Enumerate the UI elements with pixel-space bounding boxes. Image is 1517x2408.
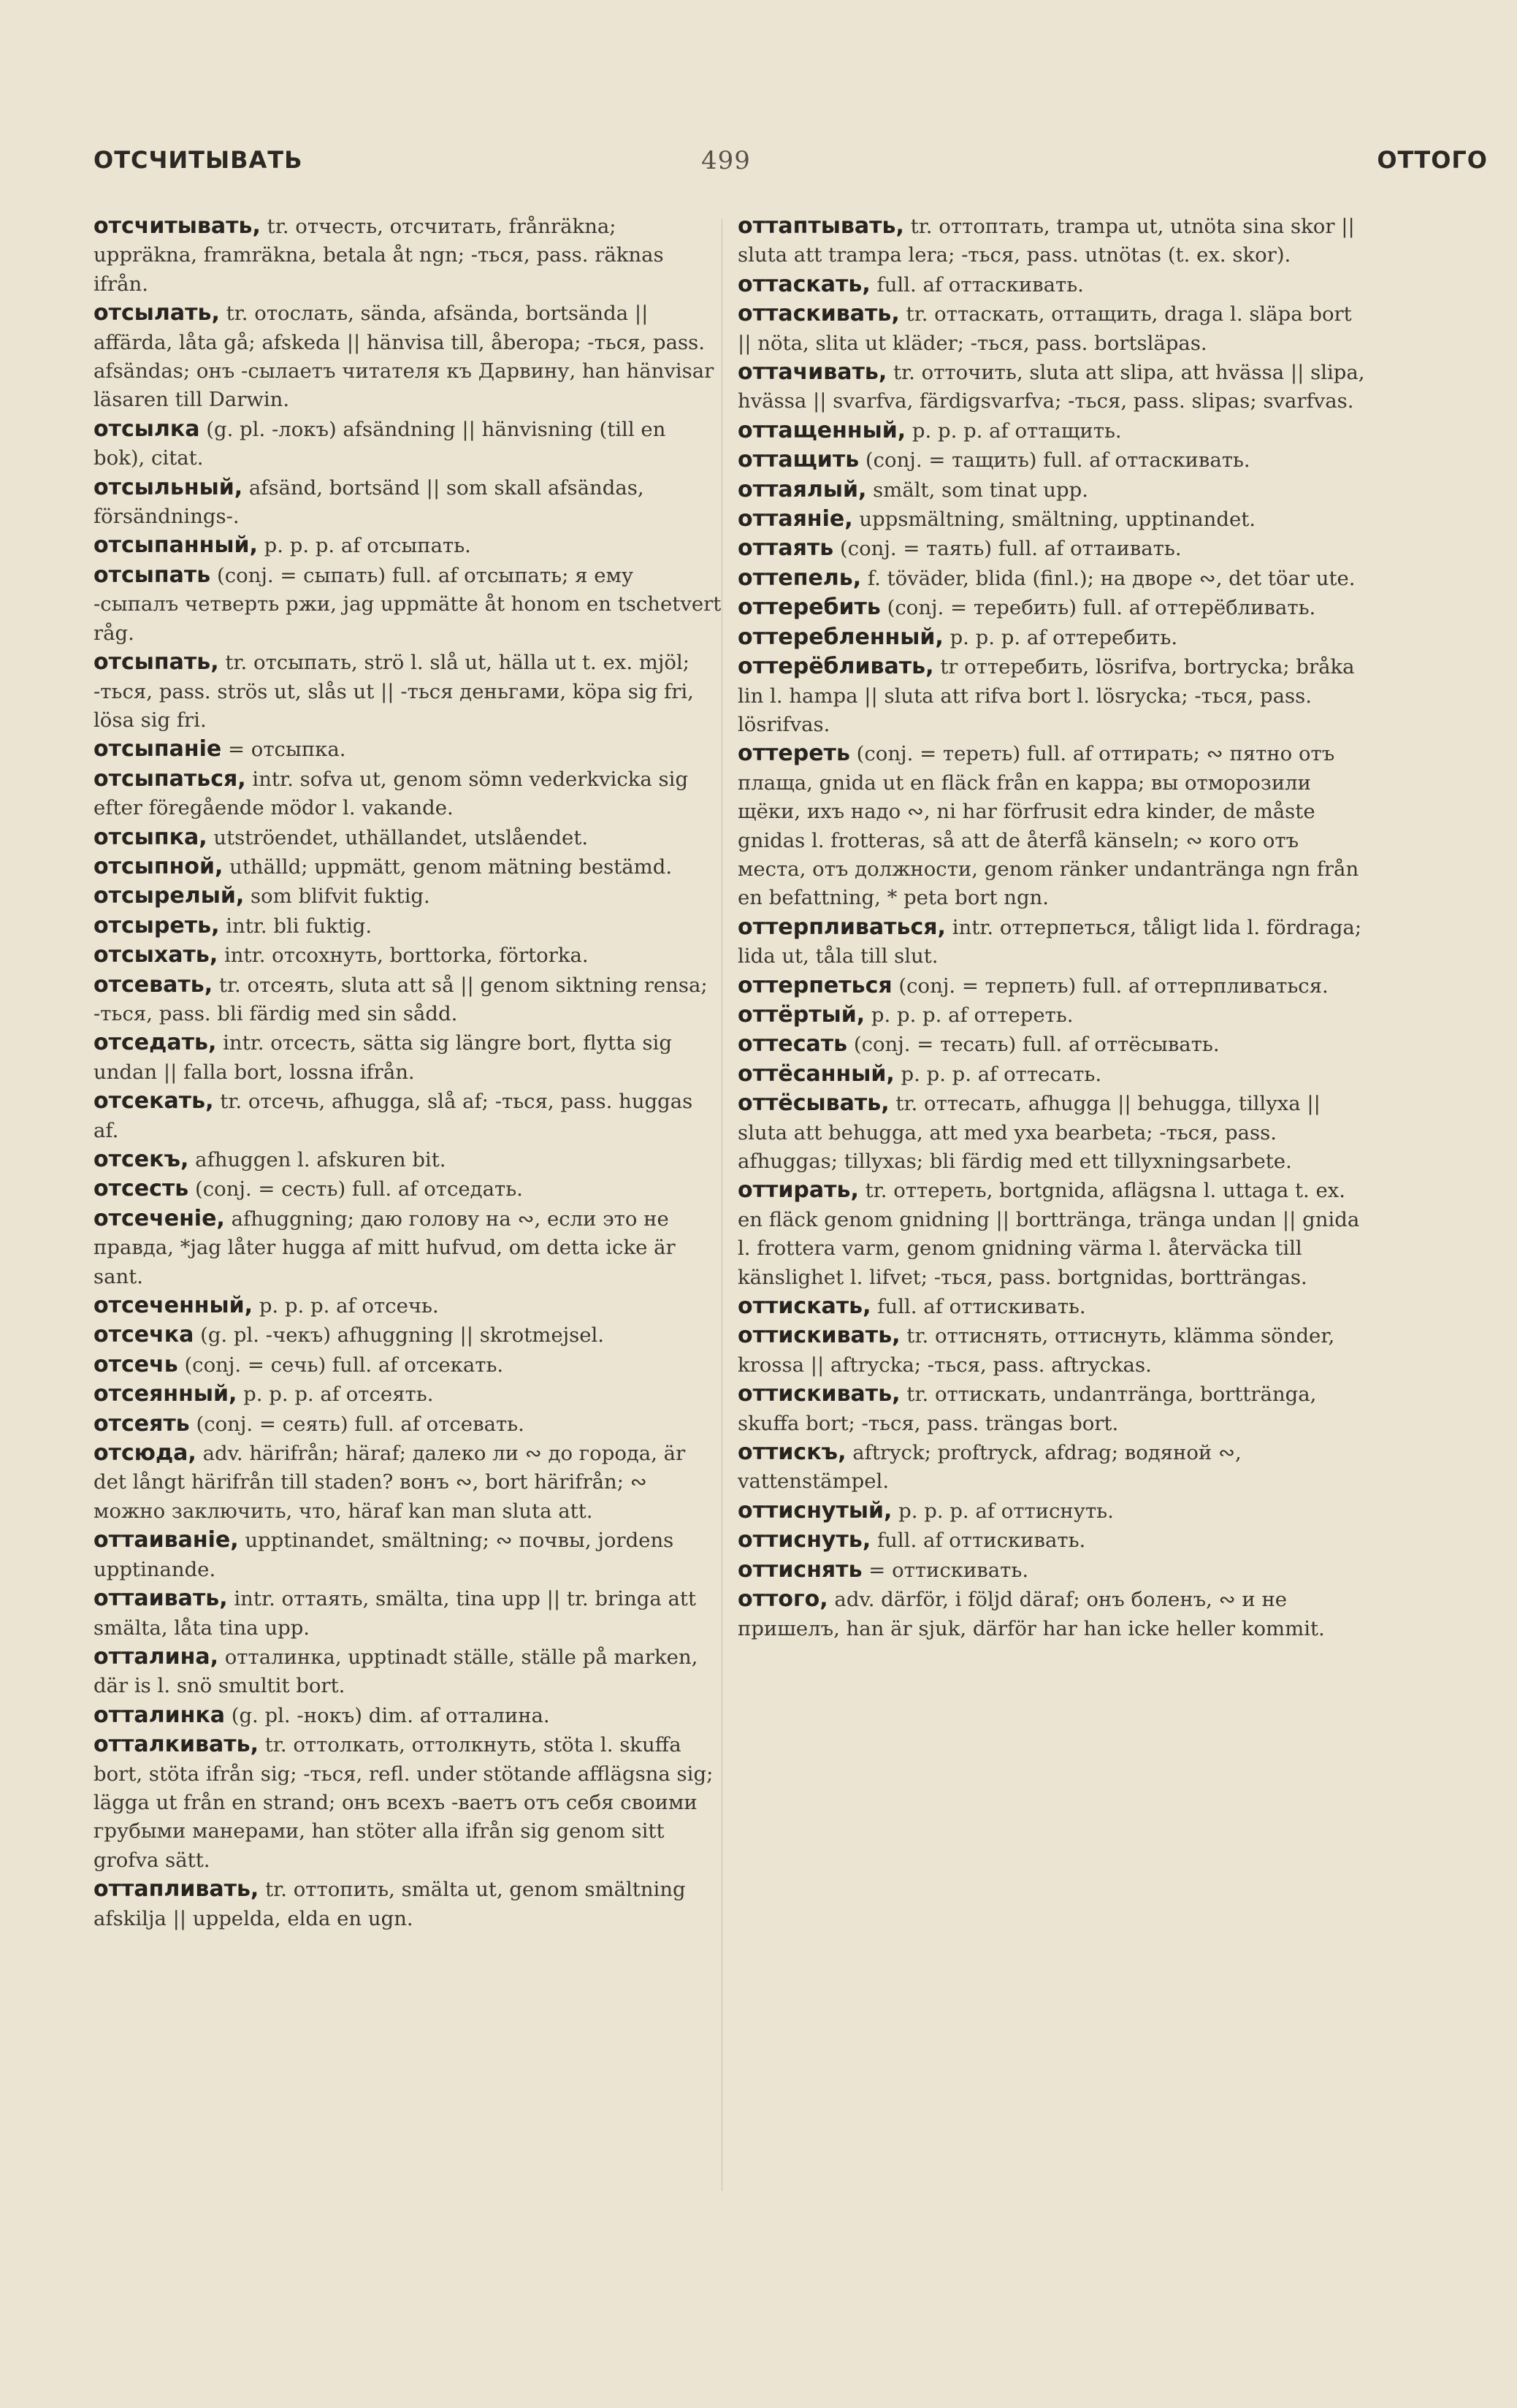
- dictionary-entry: [93, 648, 722, 735]
- entry-definition: tr. отчесть, отсчитать, frånräkna; uppräkna, framräkna, betala åt ngn; -ться, pass. räknas ifrån.: [93, 215, 664, 296]
- dictionary-entry: [93, 823, 722, 852]
- entry-definition: tr. отсечь, afhugga, slå af; -ться, pass. huggas af.: [93, 1090, 693, 1142]
- entry-definition: (conj. = терпеть) full. af оттерпливаться.: [892, 974, 1329, 998]
- entry-definition: p. p. p. af оттиснуть.: [892, 1499, 1114, 1523]
- right-column: [738, 212, 1366, 1643]
- entry-headword: отсеять: [93, 1410, 190, 1437]
- entry-headword: отталинка: [93, 1702, 225, 1728]
- dictionary-entry: [93, 561, 722, 648]
- entry-definition: intr. bli fuktig.: [219, 914, 372, 938]
- entry-headword: отсюда,: [93, 1440, 196, 1467]
- entry-definition: adv. härifrån; häraf; далеко ли ∾ до города, är det långt härifrån till staden? вонъ ∾, bort härifrån; ∾ можно заключить, что, häraf kan man sluta att.: [93, 1442, 686, 1523]
- dictionary-entry: [93, 1145, 722, 1174]
- dictionary-entry: [93, 1526, 722, 1584]
- entry-headword: отсыпать,: [93, 649, 219, 676]
- left-column: [93, 212, 722, 1933]
- entry-definition: tr. оттоптать, trampa ut, utnöta sina skor || sluta att trampa lera; -ться, pass. utnötas (t. ex. skor).: [738, 215, 1355, 267]
- entry-definition: f. töväder, blida (finl.); на дворе ∾, det töar ute.: [861, 566, 1356, 590]
- entry-definition: (g. pl. -локъ) afsändning || hänvisning (till en bok), citat.: [93, 417, 666, 470]
- entry-definition: intr. отсохнуть, borttorka, förtorka.: [218, 944, 589, 968]
- entry-headword: отсыпать: [93, 562, 211, 588]
- entry-definition: intr. отсесть, sätta sig längre bort, flytta sig undan || falla bort, lossna ifrån.: [93, 1031, 672, 1084]
- entry-definition: p. p. p. af отсыпать.: [257, 534, 471, 558]
- entry-definition: tr. оттесать, afhugga || behugga, tillyxa || sluta att behugga, att med yxa bearbeta; -ться, pass. afhuggas; tillyxas; bli färdig med ett tillyxningsarbete.: [738, 1092, 1321, 1173]
- dictionary-entry: [93, 415, 722, 473]
- entry-definition: upptinandet, smältning; ∾ почвы, jordens upptinande.: [93, 1529, 674, 1581]
- entry-definition: (g. pl. -чекъ) afhuggning || skrotmejsel.: [194, 1323, 605, 1348]
- dictionary-entry: [93, 1028, 722, 1087]
- entry-headword: оттеребить: [738, 595, 881, 621]
- entry-headword: оттерпеться: [738, 972, 893, 998]
- entry-definition: utströendet, uthällandet, utslåendet.: [207, 825, 589, 849]
- dictionary-entry: [738, 971, 1366, 1001]
- dictionary-entry: [738, 1321, 1366, 1380]
- dictionary-entry: [738, 1030, 1366, 1059]
- dictionary-page: [66, 0, 1516, 2408]
- entry-definition: p. p. p. af оттесать.: [894, 1062, 1102, 1086]
- entry-headword: оттиснять: [738, 1556, 863, 1583]
- dictionary-entry: [93, 1701, 722, 1730]
- entry-headword: оттискивать,: [738, 1381, 901, 1407]
- entry-definition: (conj. = сыпать) full. af отсыпать; я ему -сыпалъ четверть ржи, jag uppmätte åt honom en tschetvert råg.: [93, 563, 722, 645]
- dictionary-entry: [738, 299, 1366, 358]
- entry-definition: (g. pl. -нокъ) dim. af отталина.: [224, 1703, 550, 1727]
- entry-headword: оттесать: [738, 1031, 848, 1058]
- dictionary-entry: [738, 416, 1366, 446]
- entry-headword: отсыпаться,: [93, 765, 246, 792]
- entry-definition: afhuggning; даю голову на ∾, если это не правда, *jag låter hugga af mitt hufvud, om detta icke är sant.: [93, 1207, 676, 1288]
- dictionary-entry: [93, 1730, 722, 1875]
- dictionary-entry: [93, 299, 722, 415]
- page-number: 499: [701, 146, 751, 175]
- dictionary-entry: [738, 1089, 1366, 1176]
- entry-definition: = оттискивать.: [862, 1558, 1029, 1582]
- entry-headword: отсыпанный,: [93, 532, 258, 559]
- dictionary-entry: [738, 212, 1366, 270]
- entry-headword: отсеянный,: [93, 1381, 237, 1407]
- entry-definition: tr. оттиснять, оттиснуть, klämma sönder, krossa || aftrycka; -ться, pass. aftryckas.: [738, 1324, 1335, 1377]
- dictionary-entry: [93, 1584, 722, 1643]
- entry-definition: full. af оттаскивать.: [870, 272, 1084, 297]
- running-head-left: ОТСЧИТЫВАТЬ: [93, 146, 303, 174]
- entry-headword: отсекъ,: [93, 1147, 189, 1172]
- entry-headword: оттискать,: [738, 1293, 871, 1320]
- dictionary-entry: [738, 505, 1366, 534]
- dictionary-entry: [93, 971, 722, 1029]
- dictionary-entry: [93, 1087, 722, 1145]
- dictionary-entry: [93, 1350, 722, 1380]
- entry-headword: оттёртый,: [738, 1001, 866, 1028]
- entry-definition: full. af оттискивать.: [871, 1295, 1086, 1319]
- entry-headword: отсеченіе,: [93, 1205, 225, 1231]
- entry-definition: tr. отсыпать, strö l. slå ut, hälla ut t. ex. mjöl; -ться, pass. strös ut, slås ut || -ться деньгами, köpa sig fri, lösa sig fri.: [93, 651, 694, 732]
- entry-definition: = отсыпка.: [221, 738, 346, 762]
- entry-headword: оттёсывать,: [738, 1090, 890, 1117]
- entry-headword: отсылать,: [93, 300, 220, 326]
- entry-definition: (conj. = тащить) full. af оттаскивать.: [859, 448, 1250, 473]
- dictionary-entry: [738, 1380, 1366, 1438]
- entry-headword: оттерёбливать,: [738, 654, 934, 680]
- entry-headword: оттащенный,: [738, 417, 906, 443]
- entry-definition: afhuggen l. afskuren bit.: [188, 1148, 446, 1171]
- dictionary-entry: [93, 765, 722, 823]
- entry-headword: отсырелый,: [93, 883, 245, 909]
- entry-headword: отсеченный,: [93, 1293, 253, 1319]
- entry-headword: оттащить: [738, 447, 860, 473]
- entry-definition: intr. оттерпеться, tåligt lida l. fördraga; lida ut, tåla till slut.: [738, 915, 1362, 968]
- entry-headword: отсевать,: [93, 971, 213, 998]
- dictionary-entry: [738, 564, 1366, 593]
- dictionary-entry: [738, 1001, 1366, 1030]
- entry-definition: (conj. = тереть) full. af оттирать; ∾ пятно отъ плаща, gnida ut en fläck från en kappa; вы отморозили щёки, ихъ надо ∾, ni har förfrusit edra kinder, de måste gnidas l. frotteras, så att de återfå känseln; ∾ кого отъ места, отъ должности, genom ränker undantränga ngn från en befattning, * peta bort ngn.: [738, 742, 1359, 910]
- entry-definition: p. p. p. af отсеять.: [237, 1383, 434, 1407]
- entry-definition: tr. оттолкать, оттолкнуть, stöta l. skuffa bort, stöta ifrån sig; -ться, refl. under stötande afflägsna sig; lägga ut från en strand; онъ всехъ -ваетъ отъ себя своими грубыми манерами, han stöter alla ifrån sig genom sitt grofva sätt.: [93, 1733, 714, 1872]
- entry-definition: adv. därför, i följd däraf; онъ боленъ, ∾ и не пришелъ, han är sjuk, därför har han icke heller kommit.: [738, 1588, 1325, 1640]
- entry-headword: отсыльный,: [93, 474, 243, 500]
- dictionary-entry: [738, 913, 1366, 971]
- dictionary-entry: [738, 1526, 1366, 1555]
- entry-headword: отсыреть,: [93, 912, 220, 939]
- entry-definition: p. p. p. af оттащить.: [906, 418, 1122, 443]
- entry-definition: (conj. = теребить) full. af оттерёбливать.: [880, 596, 1316, 620]
- dictionary-entry: [738, 270, 1366, 299]
- entry-headword: оттёсанный,: [738, 1060, 895, 1087]
- entry-headword: оттепель,: [738, 565, 862, 591]
- dictionary-entry: [738, 593, 1366, 622]
- entry-headword: оттерпливаться,: [738, 914, 946, 940]
- entry-definition: smält, som tinat upp.: [866, 478, 1088, 502]
- dictionary-entry: [93, 1875, 722, 1933]
- entry-headword: оттаять: [738, 535, 834, 562]
- entry-definition: (conj. = сечь) full. af отсекать.: [177, 1353, 504, 1377]
- entry-headword: оттирать,: [738, 1177, 859, 1204]
- entry-definition: tr. отослать, sända, afsända, bortsända || affärda, låta gå; afskeda || hänvisa till, åberopa; -ться, pass. afsändas; онъ -сылаетъ читателя къ Дарвину, han hänvisar läsaren till Darwin.: [93, 302, 714, 412]
- entry-headword: оттого,: [738, 1586, 828, 1613]
- dictionary-entry: [738, 1176, 1366, 1292]
- entry-definition: отталинка, upptinadt ställe, ställe på marken, där is l. snö smultit bort.: [93, 1645, 698, 1698]
- entry-definition: tr. оттаскать, оттащить, draga l. släpa bort || nöta, slita ut kläder; -ться, pass. bortsläpas.: [738, 302, 1352, 355]
- entry-headword: оттиснуть,: [738, 1527, 871, 1553]
- dictionary-entry: [93, 735, 722, 764]
- entry-headword: оттаивать,: [93, 1586, 228, 1612]
- entry-definition: tr. оттереть, bortgnida, aflägsna l. uttaga t. ex. en fläck genom gnidning || bortträngа, tränga undan || gnida l. frottera varm, genom gnidning värma l. återväcka till känslighet l. lifvet; -ться, pass. bortgnidas, bortträngas.: [738, 1179, 1360, 1289]
- entry-definition: uthälld; uppmätt, genom mätning bestämd.: [223, 855, 673, 879]
- running-head-right: ОТТОГО: [1377, 146, 1488, 174]
- entry-definition: (conj. = сесть) full. af отседать.: [188, 1177, 523, 1201]
- dictionary-entry: [93, 1204, 722, 1291]
- dictionary-entry: [738, 1292, 1366, 1321]
- dictionary-entry: [738, 446, 1366, 475]
- entry-headword: оттеребленный,: [738, 624, 944, 650]
- dictionary-entry: [93, 1291, 722, 1320]
- dictionary-entry: [93, 911, 722, 941]
- dictionary-entry: [93, 1643, 722, 1701]
- entry-headword: отседать,: [93, 1030, 217, 1056]
- dictionary-entry: [93, 1320, 722, 1350]
- entry-headword: оттапливать,: [93, 1876, 259, 1903]
- dictionary-entry: [93, 882, 722, 911]
- entry-definition: tr. оттискать, undanтränga, bortträngа, skuffa bort; -ться, pass. trängas bort.: [738, 1383, 1317, 1435]
- entry-headword: отсыпной,: [93, 853, 223, 879]
- dictionary-entry: [738, 1497, 1366, 1526]
- entry-headword: отсекать,: [93, 1088, 214, 1115]
- dictionary-entry: [738, 358, 1366, 416]
- dictionary-entry: [93, 531, 722, 560]
- entry-headword: оттачивать,: [738, 359, 887, 386]
- entry-headword: отсыхать,: [93, 942, 218, 968]
- dictionary-entry: [738, 652, 1366, 739]
- entry-definition: (conj. = сеять) full. af отсевать.: [189, 1412, 524, 1436]
- entry-definition: uppsmältning, smältning, upptinandet.: [852, 508, 1256, 532]
- dictionary-entry: [738, 475, 1366, 505]
- entry-headword: отсчитывать,: [93, 213, 261, 239]
- entry-headword: оттаялый,: [738, 476, 867, 502]
- entry-headword: отсыпаніе: [93, 736, 222, 762]
- dictionary-entry: [738, 1060, 1366, 1089]
- dictionary-entry: [738, 1585, 1366, 1643]
- entry-headword: отталина,: [93, 1643, 218, 1670]
- dictionary-entry: [93, 1410, 722, 1439]
- entry-definition: (conj. = таять) full. af оттаивать.: [833, 537, 1182, 561]
- entry-definition: afsänd, bortsänd || som skall afsändas, försändnings-.: [93, 475, 644, 529]
- entry-headword: отсечь: [93, 1351, 178, 1377]
- entry-definition: aftryck; proftryck, afdrag; водяной ∾, vattenstämpel.: [738, 1441, 1242, 1494]
- entry-definition: intr. sofva ut, genom sömn vederkvicka sig efter föregående mödor l. vakande.: [93, 767, 689, 820]
- dictionary-entry: [738, 623, 1366, 652]
- dictionary-entry: [738, 1556, 1366, 1585]
- entry-definition: full. af оттискивать.: [871, 1529, 1086, 1553]
- entry-headword: отталкивать,: [93, 1732, 259, 1758]
- dictionary-entry: [93, 941, 722, 970]
- entry-headword: оттиснутый,: [738, 1497, 893, 1524]
- entry-definition: p. p. p. af оттеребить.: [943, 625, 1178, 649]
- dictionary-entry: [93, 1174, 722, 1204]
- entry-headword: оттаиваніе,: [93, 1527, 239, 1553]
- dictionary-entry: [738, 534, 1366, 563]
- dictionary-entry: [738, 1438, 1366, 1497]
- entry-definition: tr оттеребить, lösrifva, bortrycka; bråka lin l. hampa || sluta att rifva bort l. lösrycka; -ться, pass. lösrifvas.: [738, 655, 1355, 736]
- dictionary-entry: [93, 212, 722, 299]
- entry-headword: отсыпка,: [93, 824, 207, 850]
- entry-headword: отсесть: [93, 1176, 189, 1202]
- entry-definition: p. p. p. af оттереть.: [865, 1003, 1074, 1027]
- entry-headword: оттаптывать,: [738, 213, 904, 239]
- entry-headword: оттаскивать,: [738, 301, 900, 327]
- dictionary-entry: [738, 739, 1366, 912]
- entry-headword: оттискивать,: [738, 1323, 901, 1349]
- entry-headword: оттискъ,: [738, 1440, 847, 1466]
- entry-definition: (conj. = тесать) full. af оттёсывать.: [847, 1033, 1220, 1057]
- entry-definition: tr. отточить, sluta att slipa, att hvässa || slipa, hvässa || svarfva, färdigsvarfva; -ться, pass. slipas; svarfvas.: [738, 361, 1365, 413]
- dictionary-entry: [93, 473, 722, 532]
- entry-definition: tr. отсеять, sluta att så || genom siktning rensa; -ться, pass. bli färdig med sin sådd.: [93, 973, 708, 1025]
- entry-definition: p. p. p. af отсечь.: [253, 1294, 439, 1318]
- dictionary-entry: [93, 1380, 722, 1409]
- entry-headword: оттереть: [738, 741, 850, 767]
- entry-definition: intr. оттаять, smälta, tina upp || tr. bringa att smälta, låta tina upp.: [93, 1587, 697, 1640]
- entry-headword: отсечка: [93, 1322, 194, 1348]
- entry-definition: som blifvit fuktig.: [244, 884, 430, 909]
- entry-headword: оттаяніе,: [738, 506, 853, 532]
- entry-headword: оттаскать,: [738, 271, 871, 297]
- dictionary-entry: [93, 852, 722, 882]
- entry-definition: tr. оттопить, smälta ut, genom smältning afskilja || uppelda, elda en ugn.: [93, 1878, 686, 1930]
- dictionary-entry: [93, 1439, 722, 1526]
- entry-headword: отсылка: [93, 416, 200, 442]
